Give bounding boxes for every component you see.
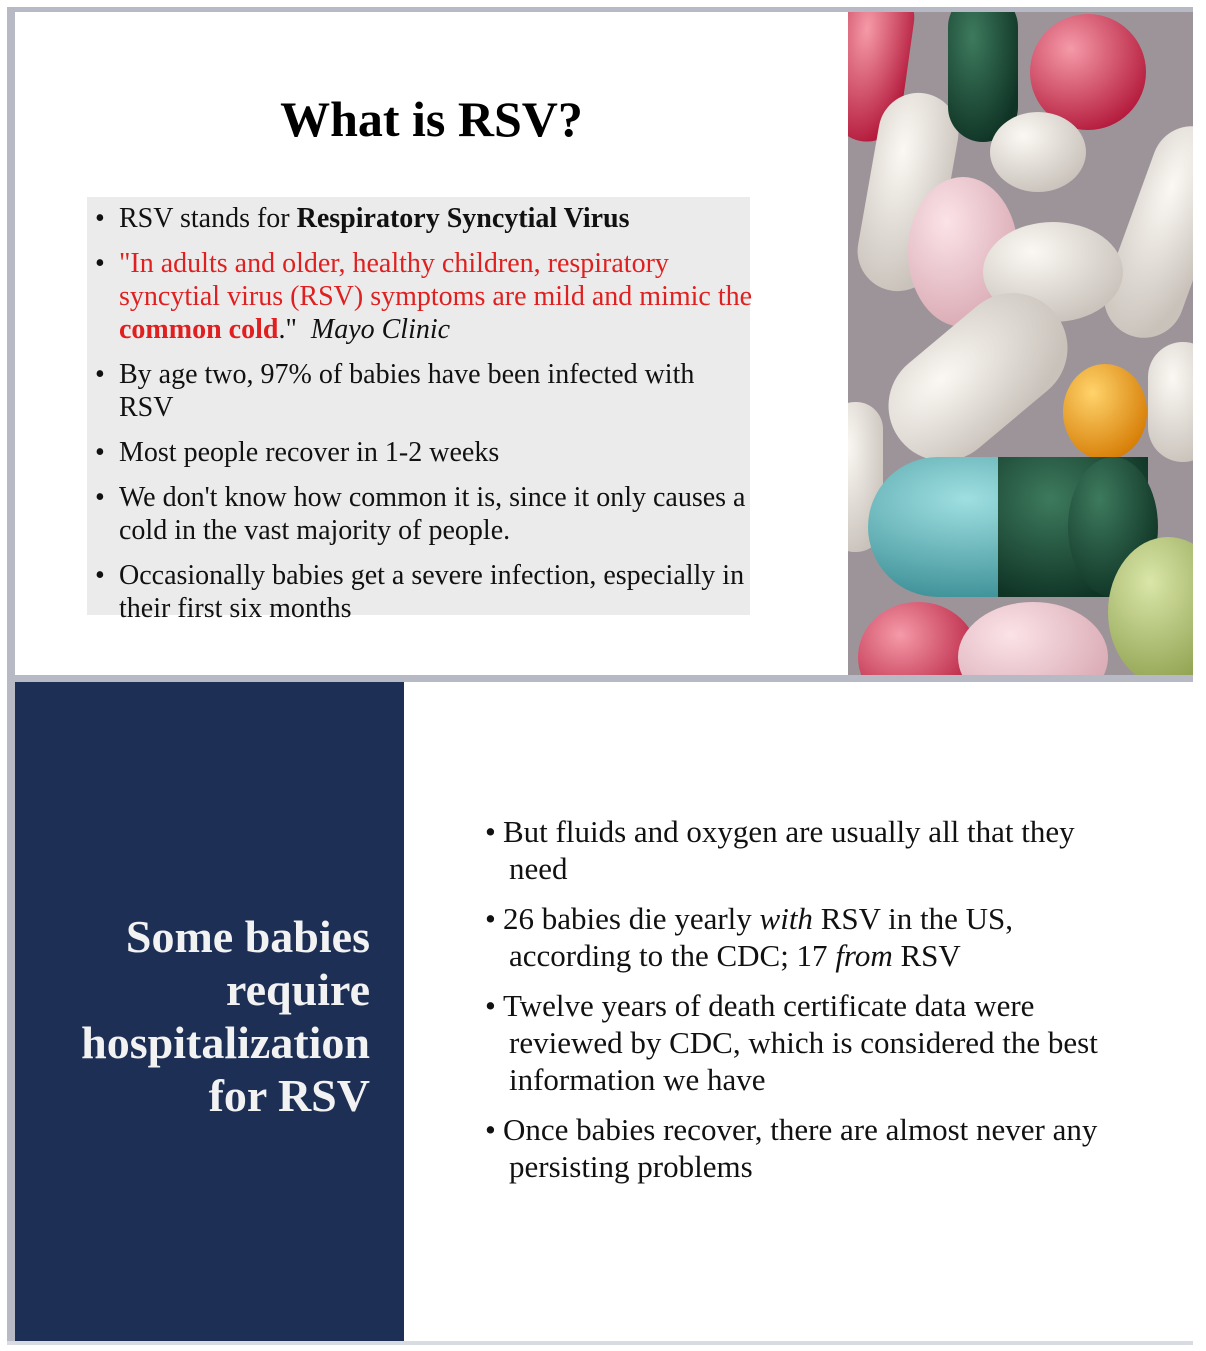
bullet-item	[95, 202, 755, 235]
bullet-glyph: •	[485, 814, 496, 849]
bullet-list	[95, 202, 755, 637]
slide-title: Some babies require hospitalization for RSV	[81, 911, 370, 1121]
bullet-text: RSV in the US, according to the CDC; 17	[509, 901, 1014, 973]
bullet-item	[95, 481, 755, 547]
bullet-text: RSV stands for	[119, 203, 297, 234]
bullet-glyph: •	[95, 203, 105, 234]
bullet-text: 26 babies die yearly	[503, 901, 760, 936]
bullet-glyph: •	[485, 901, 496, 936]
title-panel	[15, 682, 404, 1341]
bullet-glyph: •	[95, 482, 105, 513]
bullet-text: By age two, 97% of babies have been infected with RSV	[119, 359, 695, 423]
slide-title: What is RSV?	[280, 91, 583, 147]
slide-hospitalization	[15, 682, 1193, 1341]
bullet-item	[485, 900, 1135, 974]
bullet-glyph: •	[95, 248, 105, 279]
bullet-text: Twelve years of death certificate data were reviewed by CDC, which is considered the best information we have	[503, 988, 1098, 1097]
bullet-item-quote	[95, 247, 755, 346]
slide-what-is-rsv	[15, 12, 1193, 675]
bullet-item	[95, 436, 755, 469]
bullet-item	[95, 358, 755, 424]
slide-divider	[7, 675, 1193, 682]
bullet-text: RSV	[892, 938, 961, 973]
bullet-glyph: •	[95, 437, 105, 468]
quote-bold-text: common cold	[119, 314, 279, 345]
bullet-list	[485, 813, 1135, 1198]
bullet-glyph: •	[95, 359, 105, 390]
bullet-italic-text: from	[835, 938, 893, 973]
bullet-text: Most people recover in 1-2 weeks	[119, 437, 500, 468]
bullet-glyph: •	[485, 1112, 496, 1147]
quote-text: "In adults and older, healthy children, respiratory syncytial virus (RSV) symptoms are mild and mimic the	[119, 248, 753, 312]
quote-source: Mayo Clinic	[310, 314, 451, 345]
bullet-item	[485, 1111, 1135, 1185]
bullet-text: Occasionally babies get a severe infection, especially in their first six months	[119, 560, 745, 624]
frame-border-bottom	[7, 1341, 1193, 1345]
bullet-text: Once babies recover, there are almost never any persisting problems	[503, 1112, 1098, 1184]
bullet-text: We don't know how common it is, since it only causes a cold in the vast majority of people.	[119, 482, 746, 546]
bullet-item	[95, 559, 755, 625]
bullet-bold-text: Respiratory Syncytial Virus	[296, 203, 630, 234]
bullet-item	[485, 987, 1135, 1098]
pills-illustration	[848, 12, 1193, 675]
pills-photo	[848, 12, 1193, 675]
bullet-glyph: •	[95, 560, 105, 591]
bullet-glyph: •	[485, 988, 496, 1023]
bullet-italic-text: with	[759, 901, 813, 936]
bullet-item	[485, 813, 1135, 887]
quote-close: ."	[278, 314, 311, 345]
bullet-text: But fluids and oxygen are usually all that they need	[503, 814, 1075, 886]
